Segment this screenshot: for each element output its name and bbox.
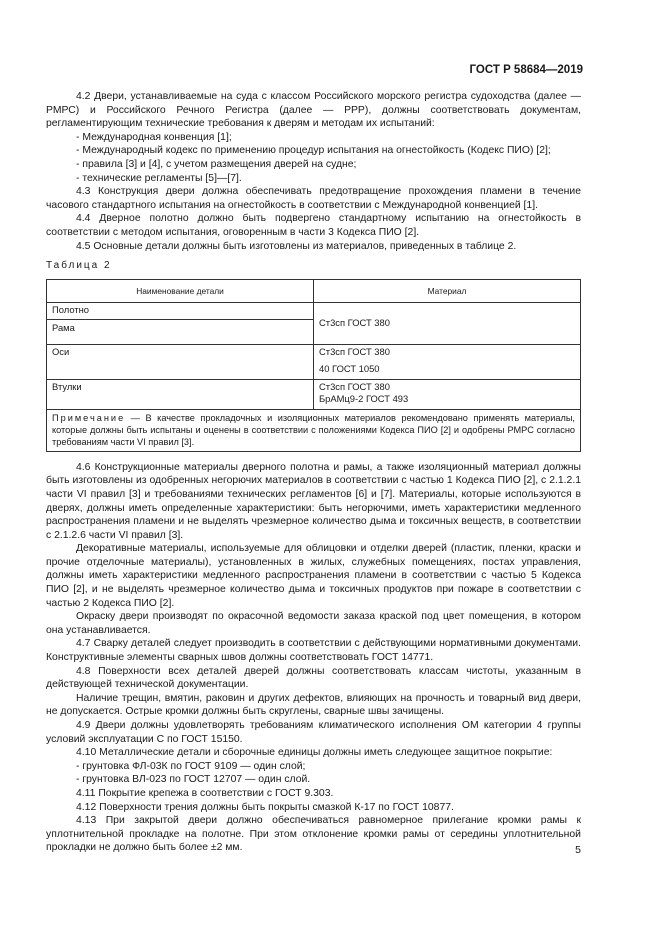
paragraph-4-13: 4.13 При закрытой двери должно обеспечиваться равномерное прилегание кромки рамы к уплотнительной прокладке на полотне. При этом отклонение кромки рамы от середины уплотнительной прокладки не должно быть более ±2 мм. [46, 815, 581, 854]
list-item: - грунтовка ФЛ-03К по ГОСТ 9109 — один слой; [76, 760, 306, 772]
table-cell-material [314, 379, 581, 409]
note-text: — В качестве прокладочных и изоляционных материалов рекомендовано применять материалы, которые должны быть испытаны и оценены в соответствии с положениями Кодекса ПИО [2] и одобрены РМРС согласно требованиям части VI правил [3]. [52, 412, 575, 447]
table-note [47, 409, 581, 451]
materials-table [46, 279, 581, 452]
table-cell-part: Втулки [47, 379, 314, 409]
table-cell-part: Оси [47, 344, 314, 379]
document-header: ГОСТ Р 58684—2019 [469, 64, 583, 76]
page-number: 5 [575, 844, 581, 856]
paragraph-4-8: 4.8 Поверхности всех деталей дверей должны соответствовать классам чистоты, указанным в действующей технической документации. [46, 665, 581, 691]
paragraph-painting: Окраску двери производят по окрасочной ведомости заказа краской под цвет помещения, в котором она устанавливается. [46, 611, 581, 636]
paragraph-4-6: 4.6 Конструкционные материалы дверного полотна и рамы, а также изоляционный материал должны быть изготовлены из одобренных негорючих материалов в соответствии с частью 1 Кодекса ПИО [2], с 2.1.2.1 части VI правил [3] и требованиями технических регламентов [6] и [7]. Материалы, которые используются в дверях, должны иметь определенные характеристики: быть негорючими, иметь характеристики медленного распространения пламени и не выделять чрезмерное количество дыма и токсичных веществ, в соответствии с 2.1.2.6 части VI правил [3]. [46, 461, 581, 541]
document-body [46, 90, 581, 855]
part-name: Рама [52, 321, 75, 333]
table-cell-material [314, 344, 581, 379]
paragraph-defects: Наличие трещин, вмятин, раковин и других дефектов, влияющих на прочность и товарный вид двери, не допускается. Острые кромки должны быть скруглены, сварные швы зачищены. [46, 692, 581, 718]
paragraph-4-2: 4.2 Двери, устанавливаемые на суда с классом Российского морского регистра судоходства (далее — РМРС) и Российского Речного Регистра (далее — РРР), должны соответствовать документам, регламентирующим технические требования к дверям и методам их испытаний: [46, 91, 581, 130]
table-header-part: Наименование детали [47, 279, 314, 302]
list-item: - грунтовка ВЛ-023 по ГОСТ 12707 — один слой. [76, 774, 311, 786]
list-item: - технические регламенты [5]—[7]. [76, 172, 242, 184]
paragraph-4-5: 4.5 Основные детали должны быть изготовлены из материалов, приведенных в таблице 2. [76, 240, 517, 252]
paragraph-4-7: 4.7 Сварку деталей следует производить в соответствии с действующими нормативными документами. Конструктивные элементы сварных швов должны соответствовать ГОСТ 14771. [46, 638, 581, 664]
material-line: Ст3сп ГОСТ 380 [319, 380, 390, 392]
material-line: 40 ГОСТ 1050 [319, 362, 380, 374]
paragraph-4-11: 4.11 Покрытие крепежа в соответствии с ГОСТ 9.303. [76, 787, 334, 799]
paragraph-4-9: 4.9 Двери должны удовлетворять требованиям климатического исполнения ОМ категории 4 группы условий эксплуатации С по ГОСТ 15150. [46, 720, 581, 745]
table-cell-material: Ст3сп ГОСТ 380 [314, 302, 581, 344]
list-item: - правила [3] и [4], с учетом размещения дверей на судне; [76, 158, 357, 170]
paragraph-4-4: 4.4 Дверное полотно должно быть подвергено стандартному испытанию на огнестойкость в соответствии с методом испытания, оговоренным в части 3 Кодекса ПИО [2]. [46, 213, 581, 238]
paragraph-4-3: 4.3 Конструкция двери должна обеспечивать предотвращение прохождения пламени в течение часового стандартного испытания на огнестойкость в соответствии с Международной конвенцией [1]. [46, 186, 581, 211]
table-cell-part [47, 302, 314, 344]
paragraph-4-10: 4.10 Металлические детали и сборочные единицы должны иметь следующее защитное покрытие: [76, 747, 553, 759]
list-item: - Международная конвенция [1]; [76, 131, 232, 143]
table-caption: Таблица 2 [46, 260, 112, 272]
list-item: - Международный кодекс по применению процедур испытания на огнестойкость (Кодекс ПИО) [2]; [76, 145, 551, 157]
note-label: Примечание [52, 412, 126, 423]
table-header-material: Материал [314, 279, 581, 302]
part-name: Полотно [47, 303, 313, 320]
paragraph-decorative: Декоративные материалы, используемые для облицовки и отделки дверей (пластик, пленки, краски и прочие отделочные материалы), установленных в жилых, служебных помещениях, постах управления, должны иметь характеристики медленного распространения пламени в соответствии с частью 5 Кодекса ПИО [2], и не выделять чрезмерное количество дыма и токсичных продуктов при пожаре в соответствии с частью 2 Кодекса ПИО [2]. [46, 543, 581, 609]
material-line: Ст3сп ГОСТ 380 [319, 345, 390, 357]
paragraph-4-12: 4.12 Поверхности трения должны быть покрыты смазкой К-17 по ГОСТ 10877. [76, 801, 454, 813]
material-line: БрАМц9-2 ГОСТ 493 [319, 392, 409, 404]
